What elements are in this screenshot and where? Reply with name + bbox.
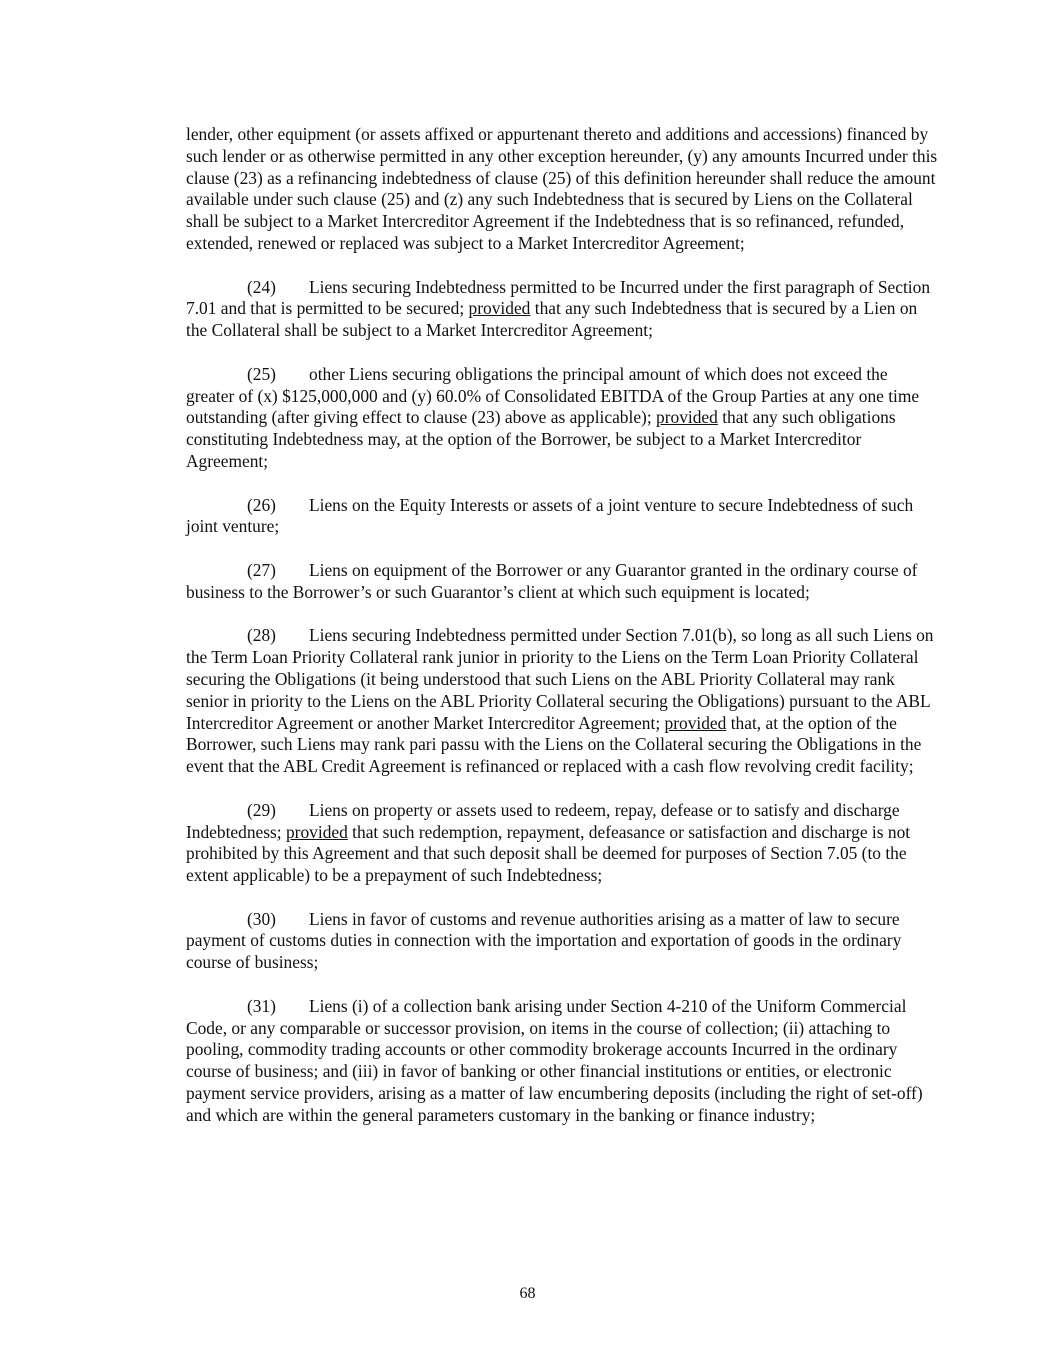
clause-text: other Liens securing obligations the principal amount of which does not exceed the greater of (x) $125,000,000 and (y) 60.0% of Consolidated EBITDA of the Group Parties at any one time outstanding (after giving effect to clause (23) above as applicable);: [186, 363, 920, 428]
clause-number: (27): [247, 559, 276, 580]
clause-number: (26): [247, 494, 276, 515]
page-number: 68: [519, 1285, 536, 1302]
clause-text: Liens securing Indebtedness permitted to be Incurred under the first paragraph of Section 7.01 and that is permitted to be secured;: [186, 276, 931, 319]
clause-number: (29): [247, 799, 276, 820]
clause-text: that, at the option of the Borrower, such Liens may rank pari passu with the Liens on the Collateral securing the Obligations in the event that the ABL Credit Agreement is refinanced or replaced with a cash flow revolving credit facility;: [186, 712, 922, 777]
clause-text: that any such Indebtedness that is secured by a Lien on the Collateral shall be subject to a Market Intercreditor Agreement;: [186, 298, 918, 341]
clause-28: [186, 625, 938, 778]
provided-term: provided: [656, 407, 718, 428]
provided-term: provided: [468, 298, 531, 319]
provided-term: provided: [285, 821, 348, 842]
clause-24: [186, 277, 938, 342]
clause-text: Liens securing Indebtedness permitted under Section 7.01(b), so long as all such Liens on the Term Loan Priority Collateral rank junior in priority to the Liens on the Term Loan Priority Collateral securing the Obligations (it being understood that such Liens on the ABL Priority Collateral may rank senior in priority to the Liens on the ABL Priority Collateral securing the Obligations) pursuant to the ABL Intercreditor Agreement or another Market Intercreditor Agreement;: [186, 625, 934, 733]
clause-number: (28): [247, 625, 276, 646]
clause-number: (30): [247, 908, 276, 929]
continuation-paragraph: lender, other equipment (or assets affixed or appurtenant thereto and additions and accessions) financed by such lender or as otherwise permitted in any other exception hereunder, (y) any amounts Incurred under this clause (23) as a refinancing indebtedness of clause (25) of this definition hereunder shall reduce the amount available under such clause (25) and (z) any such Indebtedness that is secured by Liens on the Collateral shall be subject to a Market Intercreditor Agreement if the Indebtedness that is so refinanced, refunded, extended, renewed or replaced was subject to a Market Intercreditor Agreement;: [186, 124, 938, 253]
clause-text: Liens on equipment of the Borrower or any Guarantor granted in the ordinary course of business to the Borrower’s or such Guarantor’s client at which such equipment is located;: [186, 559, 918, 602]
clause-29: [186, 800, 938, 887]
clause-27: [186, 560, 938, 604]
clause-30: [186, 909, 938, 974]
document-body: [186, 124, 938, 1148]
clause-text: that such redemption, repayment, defeasance or satisfaction and discharge is not prohibited by this Agreement and that such deposit shall be deemed for purposes of Section 7.05 (to the extent applicable) to be a prepayment of such Indebtedness;: [186, 821, 911, 886]
clause-text: Liens on property or assets used to redeem, repay, defease or to satisfy and discharge Indebtedness;: [186, 799, 900, 842]
clause-26: [186, 495, 938, 539]
clause-number: (24): [247, 276, 276, 297]
clause-25: [186, 364, 938, 473]
clause-number: (31): [247, 995, 276, 1016]
clause-number: (25): [247, 363, 276, 384]
clause-text: that any such obligations constituting Indebtedness may, at the option of the Borrower, be subject to a Market Intercreditor Agreement;: [186, 407, 896, 471]
clause-text: Liens (i) of a collection bank arising under Section 4-210 of the Uniform Commercial Code, or any comparable or successor provision, on items in the course of collection; (ii) attaching to pooling, commodity trading accounts or other commodity brokerage accounts Incurred in the ordinary course of business; and (iii) in favor of banking or other financial institutions or entities, or electronic payment service providers, arising as a matter of law encumbering deposits (including the right of set-off) and which are within the general parameters customary in the banking or finance industry;: [186, 995, 923, 1125]
clause-text: Liens in favor of customs and revenue authorities arising as a matter of law to secure payment of customs duties in connection with the importation and exportation of goods in the ordinary course of business;: [186, 908, 902, 973]
clause-text: Liens on the Equity Interests or assets of a joint venture to secure Indebtedness of such joint venture;: [186, 494, 914, 537]
clause-31: [186, 996, 938, 1127]
provided-term: provided: [664, 712, 727, 733]
